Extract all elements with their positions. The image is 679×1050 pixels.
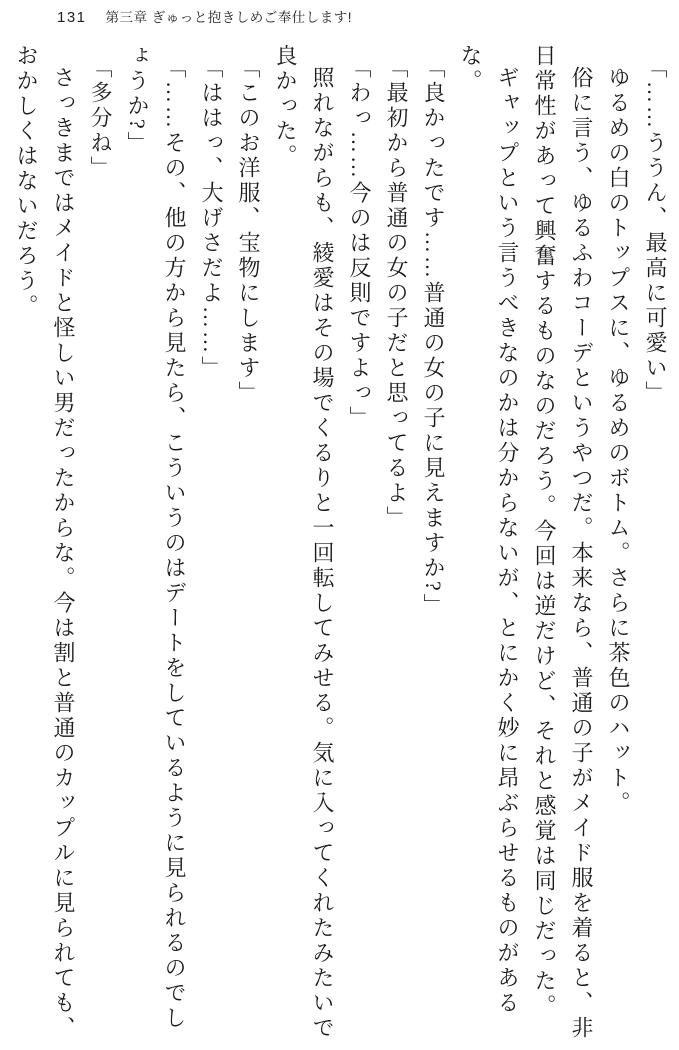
paragraph-dialogue: 「わっ……今のは反則ですよっ」 (347, 56, 372, 432)
paragraph-narrative: ゆるめの白のトップスに、ゆるめのボトム。さらに茶色のハット。 (606, 66, 631, 816)
paragraph-narrative: ギャップという言うべきなのかは分からないが、とにかく妙に昂ぶらせるものがあるな。 (458, 44, 520, 1016)
page-header (57, 6, 352, 26)
novel-text-block (4, 44, 674, 1046)
paragraph-dialogue: 「ははっ、大げさだよ……」 (199, 56, 224, 382)
paragraph-dialogue: 「……その、他の方から見たら、こういうのはデートをしているように見られるのでしょうか?」 (125, 44, 187, 1032)
chapter-title: 第三章 ぎゅっと抱きしめご奉仕します! (105, 10, 353, 25)
paragraph-dialogue: 「最初から普通の女の子だと思ってるよ」 (384, 56, 409, 532)
paragraph-narrative: さっきまではメイドと怪しい男だったからな。今は割と普通のカップルに見られても、おかしくはないだろう。 (14, 44, 76, 1041)
paragraph-dialogue: 「このお洋服、宝物にします」 (236, 56, 261, 407)
paragraph-narrative: 俗に言う、ゆるふわコーデというやつだ。本来なら、普通の子がメイド服を着ると、非日常性があって興奮するものなのだろう。今回は逆だけど、それと感覚は同じだった。 (532, 44, 594, 1041)
page-number: 131 (57, 9, 87, 26)
paragraph-dialogue: 「……ううん、最高に可愛い」 (643, 56, 668, 407)
paragraph-narrative: 照れながらも、綾愛はその場でくるりと一回転してみせる。気に入ってくれたみたいで良かった。 (273, 44, 335, 1041)
paragraph-dialogue: 「多分ね」 (88, 56, 113, 182)
paragraph-dialogue: 「良かったです……普通の女の子に見えますか?」 (421, 56, 446, 619)
